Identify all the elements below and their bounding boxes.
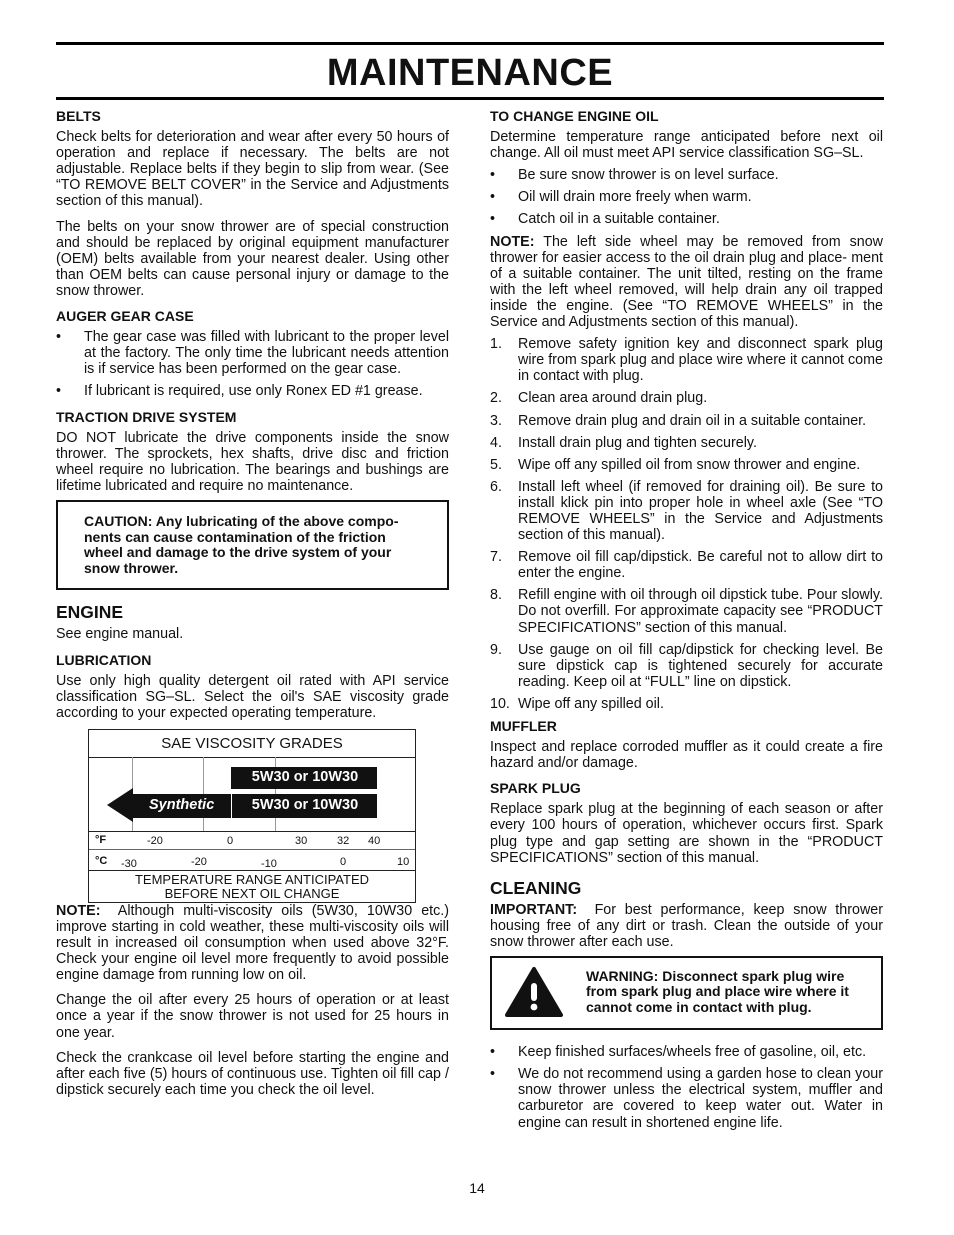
sae-chart-title: SAE VISCOSITY GRADES	[161, 734, 343, 752]
c-tick: 0	[340, 855, 347, 868]
list-item: 1. Remove safety ignition key and disconnect spark plug wire from spark plug and place wire where it cannot come in contact with plug.	[490, 336, 883, 385]
sae-viscosity-chart	[88, 729, 416, 903]
c-tick: -10	[261, 857, 277, 870]
lubrication-heading: LUBRICATION	[56, 651, 152, 668]
auger-bullet-list	[56, 329, 449, 399]
spark-plug-heading: SPARK PLUG	[490, 780, 581, 797]
belts-heading: BELTS	[56, 108, 101, 124]
warning-text: WARNING: Disconnect spark plug wire from spark plug and place wire where it cannot come in contact with plug.	[586, 967, 849, 1015]
f-tick: 0	[227, 834, 234, 847]
lubrication-paragraph: Use only high quality detergent oil rated with API service classification SG–SL. Select the oil's SAE viscosity grade according to your expected operating temperature.	[56, 672, 449, 721]
header-rule-bottom	[56, 97, 884, 100]
oil-bullet-list	[490, 167, 883, 227]
page-title: MAINTENANCE	[326, 52, 614, 94]
traction-paragraph: DO NOT lubricate the drive components inside the snow thrower. The sprockets, hex shafts, drive disc and friction wheel require no lubrication. The bearings and bushings are lifetime lubricated and require no maintenance.	[56, 429, 449, 494]
c-tick: 10	[397, 855, 410, 868]
list-item: 6. Install left wheel (if removed for draining oil). Be sure to install klick pin into proper hole in wheel axle (See “TO REMOVE WHEELS” in the Service and Adjustments section of this manual).	[490, 478, 883, 544]
list-item: 8. Refill engine with oil through oil dipstick tube. Pour slowly. Do not overfill. For approximate capacity see “PRODUCT SPECIFICATIONS” section of this manual.	[490, 587, 883, 636]
list-item: • Be sure snow thrower is on level surface.	[490, 167, 779, 184]
synthetic-separator	[231, 794, 232, 818]
f-tick: 40	[368, 834, 381, 847]
f-tick: -20	[147, 834, 163, 847]
list-item: • Keep finished surfaces/wheels free of gasoline, oil, etc.	[490, 1044, 867, 1061]
list-item: • Catch oil in a suitable container.	[490, 211, 720, 228]
note-paragraph: NOTE: The left side wheel may be removed from snow thrower for easier access to the oil drain plug and place- ment of a suitable container. The unit tilted, resting on the frame with the left wheel removed, will help drain any oil trapped inside the engine. (See “TO REMOVE WHEELS” in the Service and Adjustments section of this manual).	[490, 233, 884, 331]
warning-triangle-icon	[504, 966, 564, 1018]
cleaning-heading: CLEANING	[490, 877, 582, 898]
belts-paragraph-2: The belts on your snow thrower are of special construction and should be replaced by original equipment manufacturer (OEM) belts available from your nearest dealer. Using other than OEM belts can cause personal injury or damage to the snow thrower.	[56, 218, 449, 299]
list-item: 4. Install drain plug and tighten securely.	[490, 434, 757, 451]
warning-box	[490, 956, 883, 1030]
list-item: • We do not recommend using a garden hose to clean your snow thrower unless the electrical system, muffler and carburetor are covered to keep water out. Water in engine can result in shortened engine life.	[490, 1066, 883, 1131]
muffler-heading: MUFFLER	[490, 718, 557, 734]
header-rule-top	[56, 42, 884, 45]
engine-heading: ENGINE	[56, 602, 124, 623]
f-tick: 32	[337, 834, 350, 847]
cleaning-bullet-list	[490, 1044, 883, 1130]
list-item: • Oil will drain more freely when warm.	[490, 189, 752, 206]
chart-divider	[89, 831, 415, 833]
list-item: • If lubricant is required, use only Ronex ED #1 grease.	[56, 383, 423, 400]
c-tick: -30	[121, 857, 137, 870]
left-column	[56, 108, 449, 1104]
chart-divider	[89, 849, 415, 850]
auger-gear-case-heading: AUGER GEAR CASE	[56, 308, 194, 325]
oil-steps-list	[490, 336, 883, 712]
list-item: 2. Clean area around drain plug.	[490, 390, 708, 407]
list-item: 7. Remove oil fill cap/dipstick. Be careful not to allow dirt to enter the engine.	[490, 549, 883, 582]
muffler-paragraph: Inspect and replace corroded muffler as it could create a fire hazard and/or damage.	[490, 739, 883, 772]
list-item: 5. Wipe off any spilled oil from snow thrower and engine.	[490, 456, 861, 473]
list-item: 10. Wipe off any spilled oil.	[490, 695, 664, 712]
list-item: 3. Remove drain plug and drain oil in a suitable container.	[490, 412, 867, 429]
page-number: 14	[469, 1180, 485, 1196]
change-oil-heading: TO CHANGE ENGINE OIL	[490, 108, 659, 124]
oil-check-paragraph: Check the crankcase oil level before starting the engine and after each five (5) hours of continuous use. Tighten oil fill cap / dipstick securely each time you check the oil level.	[56, 1049, 449, 1098]
fahrenheit-unit: °F	[95, 833, 107, 846]
bar2-label: 5W30 or 10W30	[251, 796, 359, 813]
chart-caption: TEMPERATURE RANGE ANTICIPATED BEFORE NEXT OIL CHANGE	[134, 871, 370, 901]
right-column	[490, 108, 883, 1137]
celsius-unit: °C	[95, 854, 108, 867]
traction-drive-heading: TRACTION DRIVE SYSTEM	[56, 408, 237, 425]
caution-box: CAUTION: Any lubricating of the above compo- nents can cause contamination of the friction wheel and damage to the drive system of your snow thrower.	[56, 500, 449, 590]
note-paragraph: NOTE: Although multi-viscosity oils (5W30, 10W30 etc.) improve starting in cold weather, these multi-viscosity oils will result in increased oil consumption when used above 32°F. Check your engine oil level more frequently to avoid possible engine damage from running low on oil.	[56, 902, 450, 984]
oil-change-paragraph: Change the oil after every 25 hours of operation or at least once a year if the snow thrower is not used for 25 hours in one year.	[56, 992, 449, 1041]
engine-paragraph: See engine manual.	[56, 626, 184, 643]
belts-paragraph-1: Check belts for deterioration and wear after every 50 hours of operation and replace if necessary. The belts are not adjustable. Replace belts if they begin to slip from wear. (See “TO REMOVE BELT COVER” in the Service and Adjustments section of this manual).	[56, 129, 449, 210]
bar1-label: 5W30 or 10W30	[251, 768, 359, 785]
f-tick: 30	[295, 834, 308, 847]
change-oil-paragraph: Determine temperature range anticipated before next oil change. All oil must meet API service classification SG–SL.	[490, 129, 883, 162]
spark-plug-paragraph: Replace spark plug at the beginning of each season or after every 100 hours of operation, whichever occurs first. Spark plug type and gap setting are shown in the “PRODUCT SPECIFICATIONS” section of this manual.	[490, 801, 883, 866]
important-paragraph: IMPORTANT: For best performance, keep snow thrower housing free of any dirt or trash. Clean the outside of your snow thrower after each use.	[490, 901, 883, 951]
synthetic-label: Synthetic	[149, 796, 215, 813]
c-tick: -20	[191, 855, 207, 868]
list-item: 9. Use gauge on oil fill cap/dipstick for checking level. Be sure dipstick cap is tightened securely for accurate reading. Keep oil at “FULL” line on dipstick.	[490, 641, 883, 690]
list-item: • The gear case was filled with lubricant to the proper level at the factory. The only time the lubricant needs attention is if service has been performed on the gear case.	[56, 329, 449, 378]
